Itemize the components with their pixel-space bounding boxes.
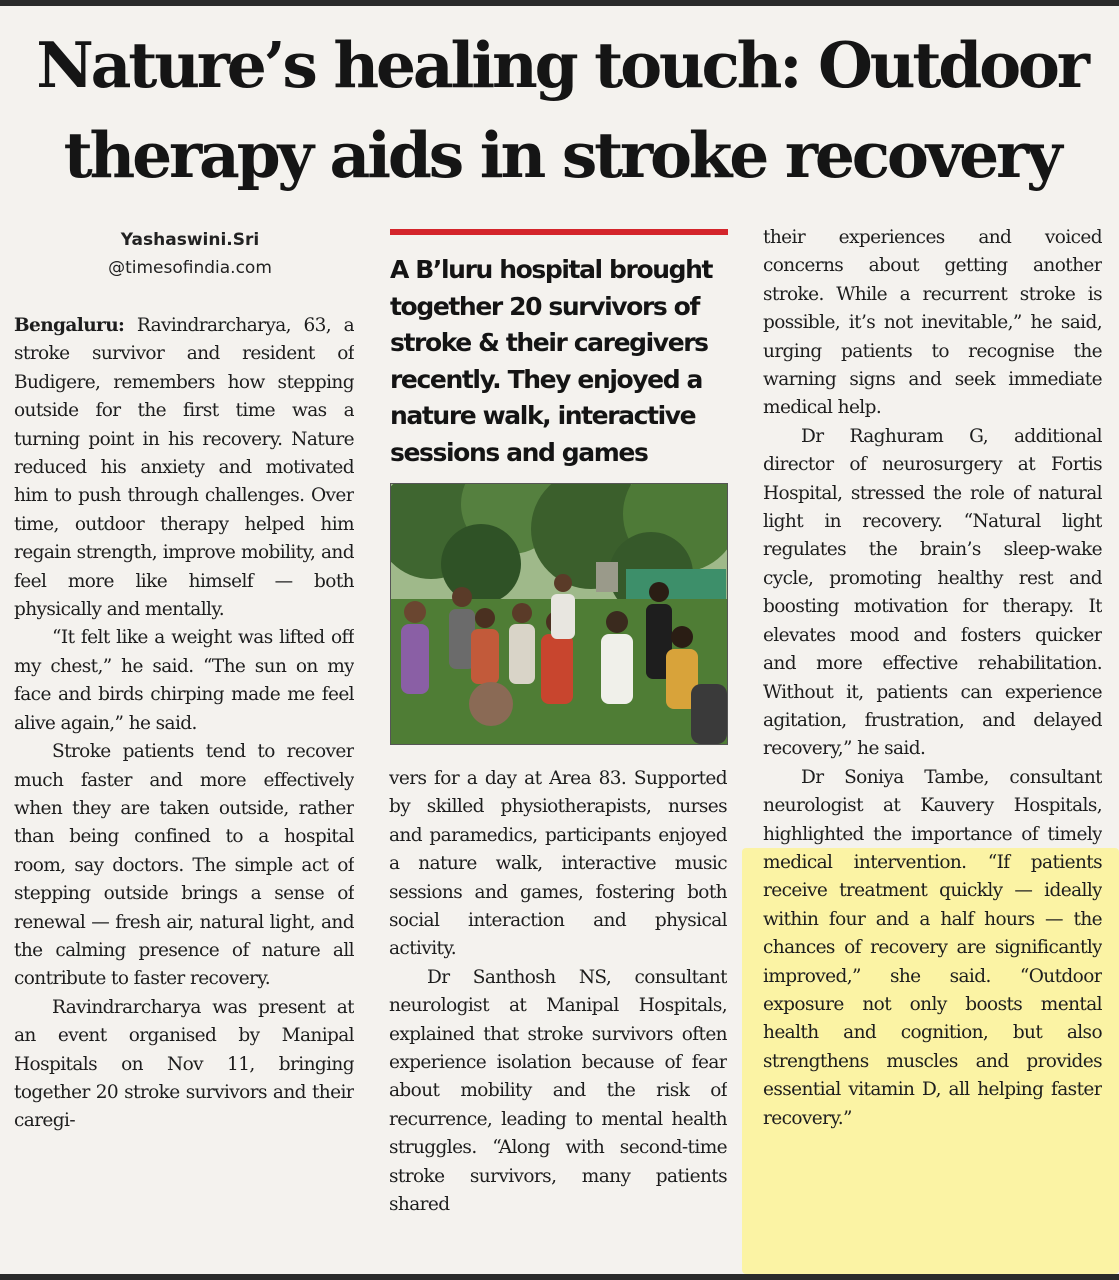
paragraph-7: their experiences and voiced concerns about getting another stroke. While a recurrent stroke is possible, it’s not inevitable,” he said, urging patients to recognise the warning signs and seek immediate medical help. <box>763 227 1102 419</box>
column-2 <box>389 765 727 1275</box>
paragraph-4: Ravindrarcharya was present at an event organised by Manipal Hospitals on Nov 11, bringing together 20 stroke survivors and their caregi- <box>14 996 354 1132</box>
column-1 <box>14 312 354 1277</box>
paragraph-2: “It felt like a weight was lifted off my chest,” he said. “The sun on my face and birds chirping made me feel alive again,” he said. <box>14 627 354 734</box>
paragraph-9: Dr Soniya Tambe, consultant neurologist at Kauvery Hospitals, highlighted the importance of timely medical intervention. “If patients receive treatment quickly — ideally within four and a half hours — the chances of recovery are significantly improved,” she said. “Outdoor exposure not only boosts mental health and cognition, but also strengthens muscles and provides essential vitamin D, all helping faster recovery.” <box>763 766 1102 1129</box>
paragraph-8: Dr Raghuram G, additional director of neurosurgery at Fortis Hospital, stressed the role of natural light in recovery. “Natural light regulates the brain’s sleep-wake cycle, promoting healthy rest and boosting motivation for therapy. It elevates mood and fosters quicker and more effective rehabilitation. Without it, patients can experience agitation, frustration, and delayed recovery,” he said. <box>763 425 1102 760</box>
byline-author: Yashaswini.Sri <box>120 230 260 250</box>
summary-red-rule <box>390 229 728 235</box>
bottom-rule <box>0 1274 1119 1280</box>
paragraph-1 <box>14 312 354 624</box>
dateline: Bengaluru: <box>14 315 125 336</box>
headline <box>14 20 1109 200</box>
headline-line-1: Nature’s healing touch: Outdoor <box>36 28 1087 102</box>
paragraph-5: vers for a day at Area 83. Supported by skilled physiotherapists, nurses and paramedics, participants enjoyed a nature walk, interactive music sessions and games, fostering both social interaction and physical activity. <box>389 768 727 960</box>
article-photo <box>390 483 728 745</box>
column-3 <box>763 224 1102 1276</box>
paragraph-3: Stroke patients tend to recover much faster and more effectively when they are taken outside, rather than being confined to a hospital room, say doctors. The simple act of stepping outside brings a sense of renewal — fresh air, natural light, and the calming presence of nature all contribute to faster recovery. <box>14 741 354 990</box>
byline-outlet: @timesofindia.com <box>108 258 272 278</box>
byline <box>80 226 300 282</box>
paragraph-1-text: Ravindrarcharya, 63, a stroke survivor and resident of Budigere, remembers how stepping outside for the first time was a turning point in his recovery. Nature reduced his anxiety and motivated him to push through challenges. Over time, outdoor therapy helped him regain strength, improve mobility, and feel more like himself — both physically and mentally. <box>14 315 354 621</box>
paragraph-6: Dr Santhosh NS, consultant neurologist at Manipal Hospitals, explained that stroke survivors often experience isolation because of fear about mobility and the risk of recurrence, leading to mental health struggles. “Along with second-time stroke survivors, many patients shared <box>389 966 727 1216</box>
summary-deck: A B’luru hospital brought together 20 survivors of stroke & their caregivers recently. They enjoyed a nature walk, interactive sessions and games <box>390 255 713 467</box>
photo-illustration <box>391 484 727 744</box>
top-rule <box>0 0 1119 6</box>
headline-line-2: therapy aids in stroke recovery <box>63 118 1060 192</box>
